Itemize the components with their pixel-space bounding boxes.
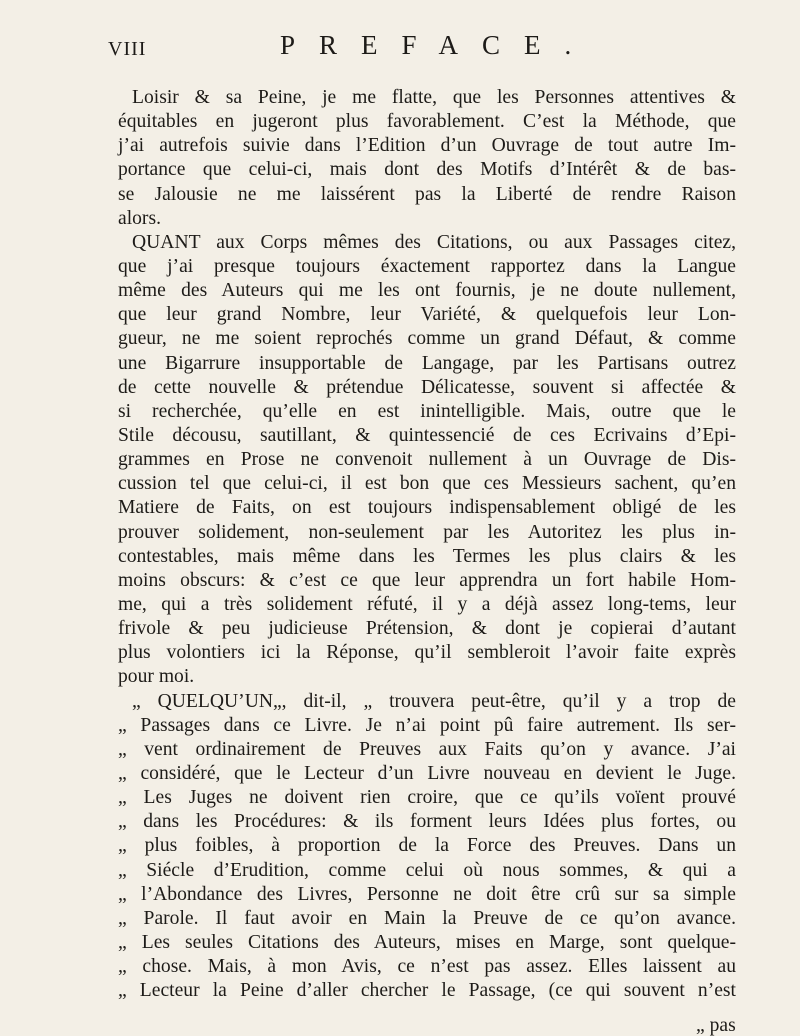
text-line: j’ai autrefois suivie dans l’Edition d’un Ouvrage de tout autre Im- <box>118 135 736 157</box>
text-line: que j’ai presque toujours éxactement rapportez dans la Langue <box>118 255 736 277</box>
text-line: „ Parole. Il faut avoir en Main la Preuve de ce qu’on avance. <box>118 907 736 929</box>
text-line: Stile décousu, sautillant, & quintessencié de ces Ecrivains d’Epi- <box>118 424 736 446</box>
text-line: moins obscurs: & c’est ce que leur apprendra un fort habile Hom- <box>118 569 736 591</box>
text-line: prouver solidement, non-seulement par les Autoritez les plus in- <box>118 521 736 543</box>
text-line: QUANT aux Corps mêmes des Citations, ou aux Passages citez, <box>132 231 736 253</box>
running-head <box>108 30 728 70</box>
text-line: „ vent ordinairement de Preuves aux Faits qu’on y avance. J’ai <box>118 738 736 760</box>
text-line: „ Les seules Citations des Auteurs, mises en Marge, sont quelque- <box>118 931 736 953</box>
text-line: „ Lecteur la Peine d’aller chercher le Passage, (ce qui souvent n’est <box>118 980 736 1002</box>
running-title: PREFACE. <box>280 30 596 60</box>
text-line: que leur grand Nombre, leur Variété, & quelquefois leur Lon- <box>118 304 736 326</box>
text-line: „ QUELQU’UN„, dit-il, „ trouvera peut-être, qu’il y a trop de <box>132 690 736 712</box>
text-line: se Jalousie ne me laissérent pas la Liberté de rendre Raison <box>118 183 736 205</box>
text-line: „ dans les Procédures: & ils forment leurs Idées plus fortes, ou <box>118 811 736 833</box>
text-line: même des Auteurs qui me les ont fournis, je ne doute nullement, <box>118 280 736 302</box>
text-line: alors. <box>118 207 161 229</box>
text-line: me, qui a très solidement réfuté, il y a déjà assez long-tems, leur <box>118 593 736 615</box>
text-line: plus volontiers ici la Réponse, qu’il sembleroit l’avoir faite exprès <box>118 642 736 664</box>
text-line: si recherchée, qu’elle en est inintelligible. Mais, outre que le <box>118 400 736 422</box>
text-line: gueur, ne me soient reprochés comme un grand Défaut, & comme <box>118 328 736 350</box>
text-line: „ Siécle d’Erudition, comme celui où nous sommes, & qui a <box>118 859 736 881</box>
text-line: Matiere de Faits, on est toujours indispensablement obligé de les <box>118 497 736 519</box>
text-line: „ chose. Mais, à mon Avis, ce n’est pas assez. Elles laissent au <box>118 956 736 978</box>
text-line: équitables en jugeront plus favorablement. C’est la Méthode, que <box>118 111 736 133</box>
text-line: grammes en Prose ne convenoit nullement à un Ouvrage de Dis- <box>118 449 736 471</box>
text-line: „ Passages dans ce Livre. Je n’ai point pû faire autrement. Ils ser- <box>118 714 736 736</box>
text-line: pour moi. <box>118 666 195 688</box>
text-line: „ considéré, que le Lecteur d’un Livre nouveau en devient le Juge. <box>118 762 736 784</box>
text-line: „ Les Juges ne doivent rien croire, que ce qu’ils voïent prouvé <box>118 787 736 809</box>
catchword: „ pas <box>696 1015 736 1036</box>
text-line: „ l’Abondance des Livres, Personne ne doit être crû sur sa simple <box>118 883 736 905</box>
body-text <box>118 86 736 1003</box>
text-line: frivole & peu judicieuse Prétension, & dont je copierai d’autant <box>118 618 736 640</box>
page-number: VIII <box>108 38 147 60</box>
text-line: contestables, mais même dans les Termes les plus clairs & les <box>118 545 736 567</box>
text-line: „ plus foibles, à proportion de la Force des Preuves. Dans un <box>118 835 736 857</box>
text-line: portance que celui-ci, mais dont des Motifs d’Intérêt & de bas- <box>118 159 736 181</box>
text-line: une Bigarrure insupportable de Langage, par les Partisans outrez <box>118 352 736 374</box>
text-line: de cette nouvelle & prétendue Délicatesse, souvent si affectée & <box>118 376 736 398</box>
text-line: cussion tel que celui-ci, il est bon que ces Messieurs sachent, qu’en <box>118 473 736 495</box>
text-line: Loisir & sa Peine, je me flatte, que les Personnes attentives & <box>132 87 736 108</box>
